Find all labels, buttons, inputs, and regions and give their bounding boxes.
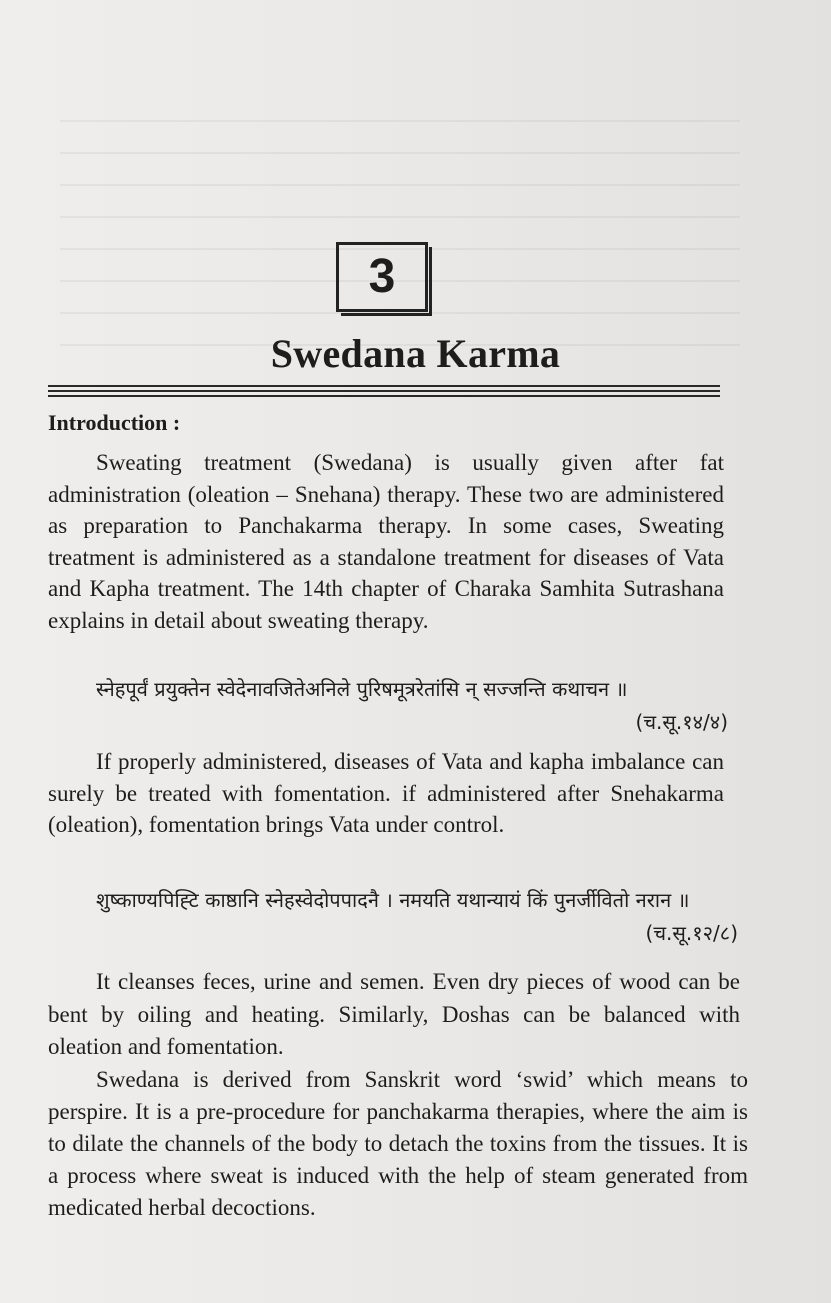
title-rule [48, 385, 720, 387]
chapter-number-box [336, 242, 428, 312]
verse-reference: (च.सू.१४/४) [635, 710, 728, 734]
verse-text: शुष्काण्यपिह्टि काष्ठानि स्नेहस्वेदोपपादनै । नमयति यथान्यायं किं पुनर्जीवितो नरान ॥ [96, 888, 690, 912]
title-rule [48, 390, 720, 392]
bleed-through-text [60, 90, 740, 370]
chapter-number: 3 [368, 250, 396, 303]
body-paragraph: If properly administered, diseases of Vata and kapha imbalance can surely be treated with fomentation. if administered after Snehakarma (oleation), fomentation brings Vata under control. [48, 749, 724, 837]
body-paragraph: Swedana is derived from Sanskrit word ‘swid’ which means to perspire. It is a pre-procedure for panchakarma therapies, where the aim is to dilate the channels of the body to detach the toxins from the tissues. It is a process where sweat is induced with the help of steam generated from medicated herbal decoctions. [48, 1067, 748, 1220]
sanskrit-verse [48, 673, 728, 739]
section-heading: Introduction : [48, 410, 181, 435]
body-paragraph: Sweating treatment (Swedana) is usually given after fat administration (oleation – Snehana) therapy. These two are administered as preparation to Panchakarma therapy. In some cases, Sweating treatment is administered as a standalone treatment for diseases of Vata and Kapha treatment. The 14th chapter of Charaka Samhita Sutrashana explains in detail about sweating therapy. [48, 450, 724, 633]
title-rule [48, 395, 720, 397]
chapter-title: Swedana Karma [270, 331, 561, 376]
body-paragraph: It cleanses feces, urine and semen. Even dry pieces of wood can be bent by oiling and heating. Similarly, Doshas can be balanced with oleation and fomentation. [48, 969, 740, 1059]
sanskrit-verse [48, 884, 738, 950]
verse-reference: (च.सू.१२/८) [645, 921, 738, 945]
verse-text: स्नेहपूर्वं प्रयुक्तेन स्वेदेनावजितेअनिले पुरिषमूत्ररेतांसि न् सज्जन्ति कथाचन ॥ [96, 677, 628, 701]
